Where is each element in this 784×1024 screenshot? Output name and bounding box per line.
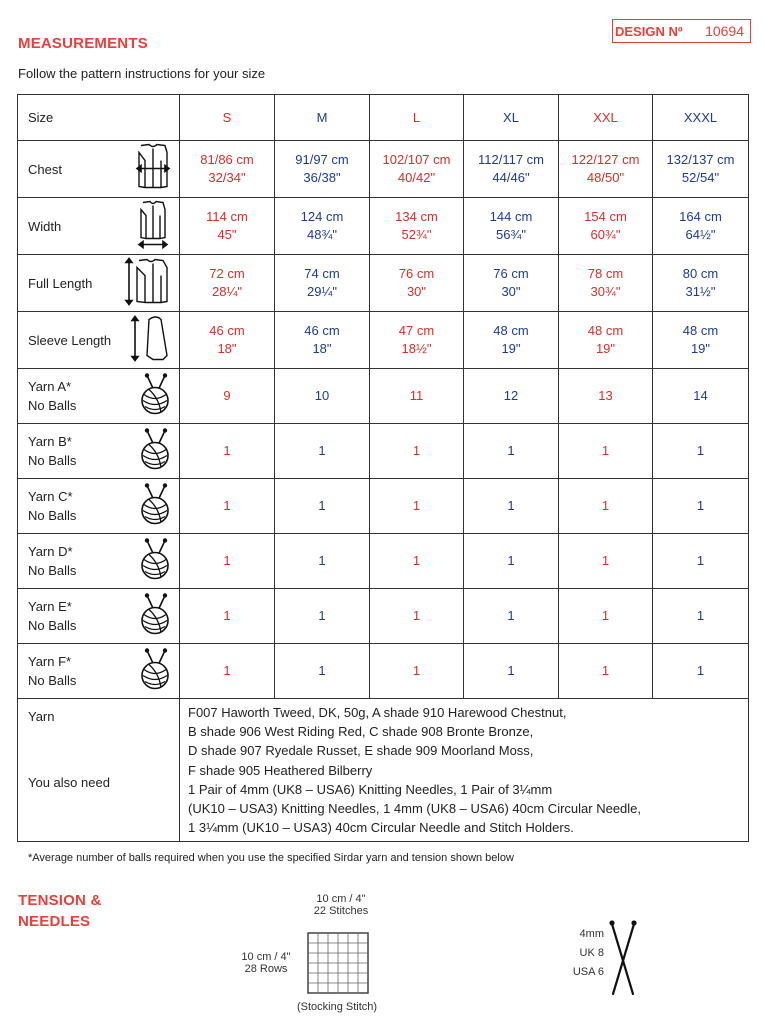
full-length-l xyxy=(370,255,464,312)
size-s: S xyxy=(180,95,275,141)
chest-xxl xyxy=(559,141,653,198)
yarn-e-m: 1 xyxy=(275,589,370,644)
yarn-a-sub: No Balls xyxy=(28,398,77,413)
yarn-info-label-cell xyxy=(18,699,180,842)
yarn-b-m: 1 xyxy=(275,424,370,479)
needle-size xyxy=(560,925,604,982)
yarn-d-sub: No Balls xyxy=(28,563,77,578)
tension-title-line2: NEEDLES xyxy=(18,913,91,930)
needles-line: 1 3¼mm (UK10 – USA3) 40cm Circular Needle and Stitch Holders. xyxy=(188,820,574,836)
full-length-s-in: 28¼" xyxy=(212,284,242,299)
width-s-cm: 114 cm xyxy=(206,209,248,224)
full-length-xxxl-cm: 80 cm xyxy=(682,266,719,281)
yarn-f-xl: 1 xyxy=(464,644,559,699)
sleeve-length-l-cm: 47 cm xyxy=(398,323,435,338)
size-xxl: XXL xyxy=(559,95,653,141)
full-length-xxl-cm: 78 cm xyxy=(587,266,624,281)
yarn-e-l: 1 xyxy=(370,589,464,644)
yarn-d-xl: 1 xyxy=(464,534,559,589)
tension-height-label: 10 cm / 4" xyxy=(241,951,291,963)
width-label: Width xyxy=(28,218,62,234)
yarn-f-l: 1 xyxy=(370,644,464,699)
sleeve-length-m-in: 18" xyxy=(312,341,332,356)
full-length-m xyxy=(275,255,370,312)
chest-label: Chest xyxy=(28,161,62,177)
design-number-box xyxy=(612,19,751,43)
measurements-table xyxy=(17,94,749,842)
yarn-d-s: 1 xyxy=(180,534,275,589)
sleeve-length-s xyxy=(180,312,275,369)
yarn-d-m: 1 xyxy=(275,534,370,589)
chest-icon xyxy=(131,143,175,196)
yarn-f-s: 1 xyxy=(180,644,275,699)
full-length-m-in: 29¼" xyxy=(307,284,337,299)
width-row xyxy=(18,198,749,255)
yarn-b-xl: 1 xyxy=(464,424,559,479)
yarn-a-label: Yarn A* xyxy=(28,379,72,394)
sleeve-length-xl-in: 19" xyxy=(501,341,521,356)
footnote: *Average number of balls required when you use the specified Sirdar yarn and tension shown below xyxy=(28,852,514,864)
chest-xxxl xyxy=(653,141,749,198)
tension-width-label: 10 cm / 4" xyxy=(316,893,366,905)
width-m-in: 48¾" xyxy=(307,227,337,242)
yarn-a-label-cell xyxy=(18,369,180,424)
full-length-xl-in: 30" xyxy=(501,284,521,299)
chest-m xyxy=(275,141,370,198)
tension-grid-icon xyxy=(307,932,369,999)
chest-s-in: 32/34" xyxy=(208,170,246,185)
size-m: M xyxy=(275,95,370,141)
full-length-xl-cm: 76 cm xyxy=(493,266,529,281)
yarn-line: B shade 906 West Riding Red, C shade 908 Bronte Bronze, xyxy=(188,724,534,740)
width-xl xyxy=(464,198,559,255)
yarn-d-xxl: 1 xyxy=(559,534,653,589)
chest-m-in: 36/38" xyxy=(303,170,341,185)
width-l xyxy=(370,198,464,255)
chest-l-in: 40/42" xyxy=(397,170,436,185)
also-need-label: You also need xyxy=(28,775,110,790)
yarn-f-xxxl: 1 xyxy=(653,644,749,699)
yarn-c-m: 1 xyxy=(275,479,370,534)
full-length-row xyxy=(18,255,749,312)
tension-title-line1: TENSION & xyxy=(18,892,102,909)
needle-uk: UK 8 xyxy=(579,947,604,959)
sleeve-length-row xyxy=(18,312,749,369)
yarn-c-l: 1 xyxy=(370,479,464,534)
width-l-in: 52¾" xyxy=(401,227,432,242)
tension-title xyxy=(18,890,101,932)
needle-mm: 4mm xyxy=(579,928,604,940)
full-length-l-cm: 76 cm xyxy=(398,266,435,281)
yarn-e-xxl: 1 xyxy=(559,589,653,644)
sleeve-length-s-in: 18" xyxy=(217,341,237,356)
yarn-e-xl: 1 xyxy=(464,589,559,644)
width-label-cell xyxy=(18,198,180,255)
width-m xyxy=(275,198,370,255)
sleeve-length-l-in: 18½" xyxy=(401,341,432,356)
size-xxxl: XXXL xyxy=(653,95,749,141)
chest-xl-cm: 112/117 cm xyxy=(477,152,544,167)
full-length-m-cm: 74 cm xyxy=(304,266,340,281)
width-xxxl-cm: 164 cm xyxy=(679,209,722,224)
sleeve-length-xxxl-cm: 48 cm xyxy=(682,323,719,338)
tension-height xyxy=(230,951,302,975)
chest-xxxl-in: 52/54" xyxy=(681,170,720,185)
yarn-d-row xyxy=(18,534,749,589)
sleeve-length-icon xyxy=(129,314,175,367)
yarn-b-s: 1 xyxy=(180,424,275,479)
yarn-a-m: 10 xyxy=(275,369,370,424)
full-length-label-cell xyxy=(18,255,180,312)
size-l: L xyxy=(370,95,464,141)
yarn-label: Yarn xyxy=(28,709,55,724)
chest-xl-in: 44/46" xyxy=(492,170,530,185)
yarn-b-label-cell xyxy=(18,424,180,479)
yarn-d-label: Yarn D* xyxy=(28,544,73,559)
tension-rows: 28 Rows xyxy=(244,963,288,975)
chest-xxl-cm: 122/127 cm xyxy=(571,152,640,167)
width-xxl xyxy=(559,198,653,255)
yarn-f-row xyxy=(18,644,749,699)
yarn-c-s: 1 xyxy=(180,479,275,534)
full-length-l-in: 30" xyxy=(406,284,427,299)
sleeve-length-xl-cm: 48 cm xyxy=(493,323,529,338)
width-m-cm: 124 cm xyxy=(300,209,344,224)
sleeve-length-xl xyxy=(464,312,559,369)
design-number: 10694 xyxy=(705,23,744,39)
chest-label-cell xyxy=(18,141,180,198)
sleeve-length-xxl-cm: 48 cm xyxy=(587,323,624,338)
yarn-c-row xyxy=(18,479,749,534)
yarn-ball-icon xyxy=(135,483,175,530)
yarn-b-l: 1 xyxy=(370,424,464,479)
knitting-needles-icon xyxy=(606,918,640,1003)
size-xl: XL xyxy=(464,95,559,141)
sleeve-length-xxl-in: 19" xyxy=(595,341,616,356)
yarn-f-label-cell xyxy=(18,644,180,699)
intro-text: Follow the pattern instructions for your size xyxy=(18,66,266,81)
size-label-cell xyxy=(18,95,180,141)
yarn-e-xxxl: 1 xyxy=(653,589,749,644)
needle-usa: USA 6 xyxy=(572,966,604,978)
size-label: Size xyxy=(28,110,54,125)
width-xl-cm: 144 cm xyxy=(489,209,533,224)
yarn-ball-icon xyxy=(135,538,175,585)
yarn-b-xxxl: 1 xyxy=(653,424,749,479)
width-s xyxy=(180,198,275,255)
full-length-xl xyxy=(464,255,559,312)
chest-xxxl-cm: 132/137 cm xyxy=(666,152,735,167)
yarn-c-xl: 1 xyxy=(464,479,559,534)
full-length-xxl-in: 30¾" xyxy=(590,284,621,299)
yarn-c-label: Yarn C* xyxy=(28,489,73,504)
yarn-c-sub: No Balls xyxy=(28,508,77,523)
width-xl-in: 56¾" xyxy=(496,227,526,242)
width-icon xyxy=(131,200,175,253)
yarn-ball-icon xyxy=(135,373,175,420)
yarn-info-row xyxy=(18,699,749,842)
sleeve-length-m-cm: 46 cm xyxy=(304,323,340,338)
stitch-type: (Stocking Stitch) xyxy=(296,1001,378,1013)
yarn-ball-icon xyxy=(135,428,175,475)
sleeve-length-xxxl-in: 19" xyxy=(690,341,711,356)
full-length-s-cm: 72 cm xyxy=(209,266,245,281)
yarn-a-xxl: 13 xyxy=(559,369,653,424)
yarn-e-row xyxy=(18,589,749,644)
yarn-d-l: 1 xyxy=(370,534,464,589)
full-length-s xyxy=(180,255,275,312)
width-xxxl-in: 64½" xyxy=(685,227,716,242)
yarn-c-label-cell xyxy=(18,479,180,534)
yarn-f-label: Yarn F* xyxy=(28,654,72,669)
yarn-a-s: 9 xyxy=(180,369,275,424)
yarn-b-label: Yarn B* xyxy=(28,434,72,449)
needles-line: (UK10 – USA3) Knitting Needles, 1 4mm (UK8 – USA6) 40cm Circular Needle, xyxy=(188,801,642,817)
yarn-e-label-cell xyxy=(18,589,180,644)
full-length-icon xyxy=(123,256,175,311)
sleeve-length-label: Sleeve Length xyxy=(28,332,112,348)
tension-stitches: 22 Stitches xyxy=(313,905,369,917)
yarn-a-xl: 12 xyxy=(464,369,559,424)
yarn-b-row xyxy=(18,424,749,479)
full-length-xxxl-in: 31½" xyxy=(685,284,716,299)
yarn-d-label-cell xyxy=(18,534,180,589)
width-l-cm: 134 cm xyxy=(395,209,438,224)
full-length-label: Full Length xyxy=(28,275,93,291)
width-s-in: 45" xyxy=(217,227,237,242)
yarn-a-row xyxy=(18,369,749,424)
chest-l-cm: 102/107 cm xyxy=(382,152,451,167)
chest-s-cm: 81/86 cm xyxy=(200,152,254,167)
size-header-row xyxy=(18,95,749,141)
design-label: DESIGN Nº xyxy=(615,23,683,39)
width-xxl-in: 60¾" xyxy=(590,227,621,242)
sleeve-length-s-cm: 46 cm xyxy=(209,323,245,338)
chest-s xyxy=(180,141,275,198)
yarn-d-xxxl: 1 xyxy=(653,534,749,589)
yarn-line: F shade 905 Heathered Bilberry xyxy=(188,762,373,778)
sleeve-length-xxl xyxy=(559,312,653,369)
chest-xxl-in: 48/50" xyxy=(586,170,625,185)
yarn-a-l: 11 xyxy=(370,369,464,424)
chest-xl xyxy=(464,141,559,198)
chest-row xyxy=(18,141,749,198)
yarn-b-xxl: 1 xyxy=(559,424,653,479)
yarn-line: F007 Haworth Tweed, DK, 50g, A shade 910 Harewood Chestnut, xyxy=(188,705,567,720)
yarn-ball-icon xyxy=(135,593,175,640)
yarn-c-xxl: 1 xyxy=(559,479,653,534)
yarn-ball-icon xyxy=(135,648,175,695)
width-xxxl xyxy=(653,198,749,255)
yarn-f-m: 1 xyxy=(275,644,370,699)
yarn-a-xxxl: 14 xyxy=(653,369,749,424)
needles-line: 1 Pair of 4mm (UK8 – USA6) Knitting Needles, 1 Pair of 3¼mm xyxy=(188,781,553,797)
yarn-b-sub: No Balls xyxy=(28,453,77,468)
tension-width xyxy=(296,893,386,917)
sleeve-length-l xyxy=(370,312,464,369)
yarn-c-xxxl: 1 xyxy=(653,479,749,534)
yarn-f-sub: No Balls xyxy=(28,673,77,688)
width-xxl-cm: 154 cm xyxy=(584,209,627,224)
chest-m-cm: 91/97 cm xyxy=(295,152,349,167)
sleeve-length-m xyxy=(275,312,370,369)
yarn-e-label: Yarn E* xyxy=(28,599,72,614)
yarn-line: D shade 907 Ryedale Russet, E shade 909 Moorland Moss, xyxy=(188,743,534,759)
full-length-xxl xyxy=(559,255,653,312)
full-length-xxxl xyxy=(653,255,749,312)
measurements-title: MEASUREMENTS xyxy=(18,35,148,52)
sleeve-length-label-cell xyxy=(18,312,180,369)
yarn-f-xxl: 1 xyxy=(559,644,653,699)
chest-l xyxy=(370,141,464,198)
yarn-e-sub: No Balls xyxy=(28,618,77,633)
sleeve-length-xxxl xyxy=(653,312,749,369)
yarn-e-s: 1 xyxy=(180,589,275,644)
yarn-info-text xyxy=(180,699,749,842)
